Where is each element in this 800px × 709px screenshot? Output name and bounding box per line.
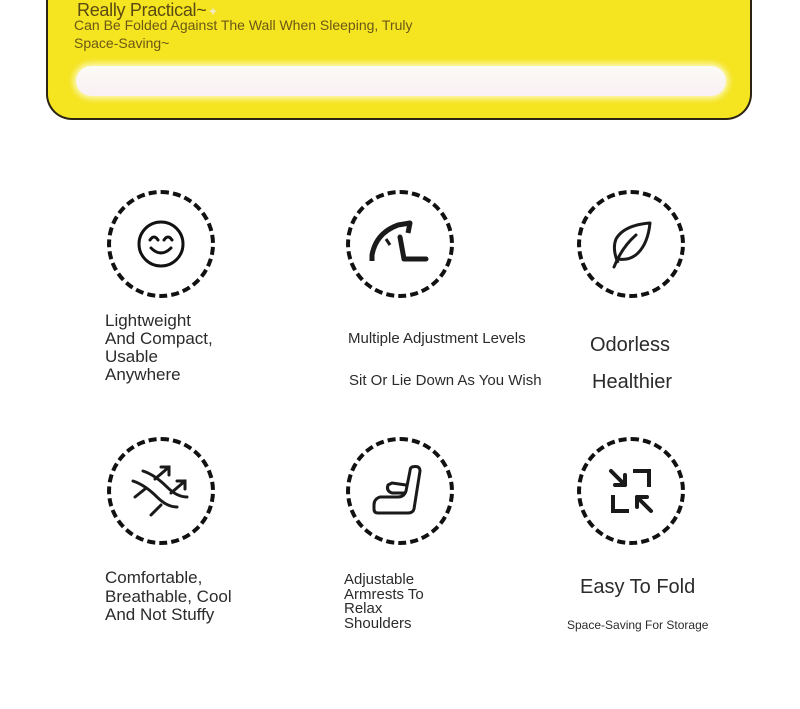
banner-title-text: Really Practical~	[77, 0, 207, 20]
feature-label-fold: Easy To Fold	[580, 576, 696, 598]
feature-sublabel-adjustment: Sit Or Lie Down As You Wish	[349, 372, 542, 389]
feature-label-breathable: Comfortable, Breathable, Cool And Not Stuffy	[105, 568, 232, 624]
banner-highlight-bar	[76, 66, 726, 96]
airflow-icon	[131, 463, 191, 519]
feature-label-lightweight: Lightweight And Compact, Usable Anywhere	[105, 311, 213, 384]
leaf-icon	[608, 219, 654, 269]
feature-label-adjustment: Multiple Adjustment Levels	[348, 330, 526, 347]
feature-circle-adjustment	[346, 190, 454, 298]
feature-label-odorless: Odorless	[590, 334, 671, 356]
feature-circle-breathable	[107, 437, 215, 545]
feature-sublabel-healthier: Healthier	[592, 371, 673, 393]
product-banner	[46, 0, 752, 120]
sparkle-icon: ✦	[207, 4, 219, 19]
feature-circle-fold	[577, 437, 685, 545]
feature-label-armrests: Adjustable Armrests To Relax Shoulders	[344, 571, 424, 632]
feature-sublabel-storage: Space-Saving For Storage	[567, 618, 709, 632]
feature-circle-armrests	[346, 437, 454, 545]
banner-subtitle: Can Be Folded Against The Wall When Sleeping, Truly Space-Saving~	[74, 17, 413, 51]
smile-icon	[136, 219, 186, 269]
feature-circle-lightweight	[107, 190, 215, 298]
recline-adjust-icon	[368, 219, 432, 269]
fold-compress-icon	[607, 467, 655, 515]
feature-circle-odorless	[577, 190, 685, 298]
seat-icon	[372, 463, 428, 519]
